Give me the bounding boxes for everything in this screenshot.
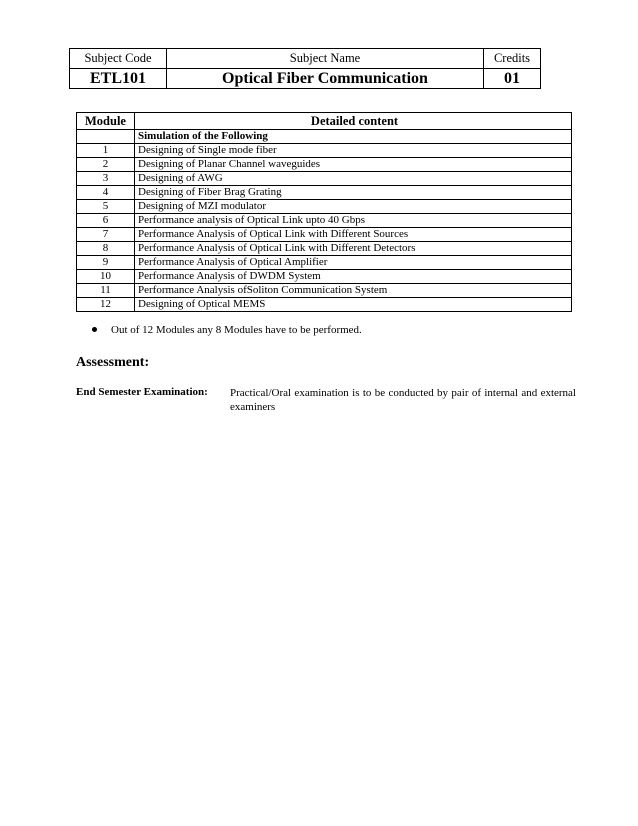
bullet-icon [92, 327, 97, 332]
table-row [77, 186, 572, 200]
module-number: 5 [77, 200, 135, 214]
module-number: 9 [77, 256, 135, 270]
module-number-empty [77, 130, 135, 144]
table-row [77, 242, 572, 256]
end-semester-text: Practical/Oral examination is to be conducted by pair of internal and external examiners [230, 387, 576, 413]
module-content: Designing of Optical MEMS [135, 298, 572, 312]
table-row [77, 228, 572, 242]
subject-code-header: Subject Code [70, 49, 167, 69]
module-header: Module [77, 113, 135, 130]
table-row [77, 256, 572, 270]
table-row [77, 144, 572, 158]
module-content: Designing of Fiber Brag Grating [135, 186, 572, 200]
module-number: 1 [77, 144, 135, 158]
module-number: 12 [77, 298, 135, 312]
module-number: 6 [77, 214, 135, 228]
module-content: Designing of Single mode fiber [135, 144, 572, 158]
module-number: 10 [77, 270, 135, 284]
module-content: Designing of Planar Channel waveguides [135, 158, 572, 172]
end-semester-label: End Semester Examination: [76, 386, 208, 398]
module-subheading: Simulation of the Following [135, 130, 572, 144]
subject-info-table [69, 48, 541, 89]
table-row [77, 270, 572, 284]
module-content: Performance Analysis of DWDM System [135, 270, 572, 284]
assessment-heading: Assessment: [76, 355, 150, 370]
module-number: 11 [77, 284, 135, 298]
module-content: Performance Analysis ofSoliton Communication System [135, 284, 572, 298]
module-number: 2 [77, 158, 135, 172]
module-content: Performance Analysis of Optical Amplifier [135, 256, 572, 270]
table-row [77, 284, 572, 298]
module-number: 4 [77, 186, 135, 200]
module-content: Designing of AWG [135, 172, 572, 186]
module-table [76, 112, 572, 312]
module-number: 8 [77, 242, 135, 256]
credits-value: 01 [484, 69, 541, 89]
module-number: 3 [77, 172, 135, 186]
module-content: Performance Analysis of Optical Link with Different Detectors [135, 242, 572, 256]
table-row [77, 214, 572, 228]
credits-header: Credits [484, 49, 541, 69]
table-row [77, 172, 572, 186]
module-content: Designing of MZI modulator [135, 200, 572, 214]
detailed-content-header: Detailed content [135, 113, 572, 130]
subject-name-header: Subject Name [167, 49, 484, 69]
module-content: Performance Analysis of Optical Link with Different Sources [135, 228, 572, 242]
table-row [77, 200, 572, 214]
modules-note-text: Out of 12 Modules any 8 Modules have to be performed. [111, 324, 362, 336]
table-row [77, 298, 572, 312]
modules-note [92, 324, 362, 336]
subject-code-value: ETL101 [70, 69, 167, 89]
module-number: 7 [77, 228, 135, 242]
subject-name-value: Optical Fiber Communication [167, 69, 484, 89]
module-content: Performance analysis of Optical Link upto 40 Gbps [135, 214, 572, 228]
table-row [77, 158, 572, 172]
